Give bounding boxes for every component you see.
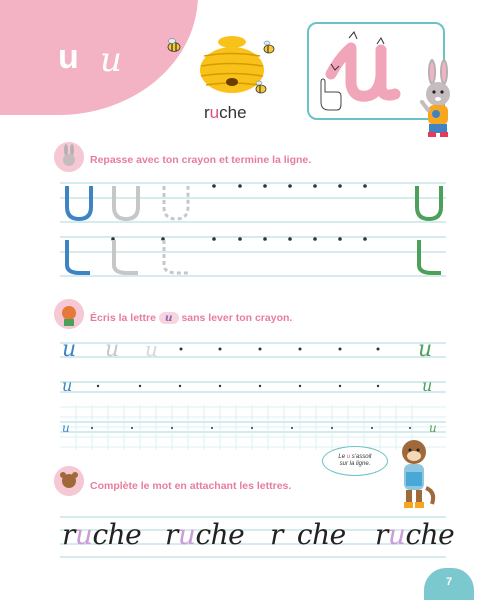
traced-u-tail-green bbox=[419, 240, 441, 273]
traced-u-green bbox=[417, 186, 441, 219]
svg-text:u: u bbox=[422, 376, 433, 395]
traced-u-blue bbox=[67, 186, 91, 219]
svg-text:u: u bbox=[429, 421, 437, 435]
svg-text:u: u bbox=[62, 337, 77, 362]
traced-u-dashed bbox=[164, 186, 188, 219]
word-label: ruche bbox=[204, 103, 247, 122]
speech-bubble: Le u s'assoit sur la ligne. bbox=[322, 446, 388, 476]
svg-text:u: u bbox=[145, 337, 158, 361]
ruche-word-4: ruche bbox=[375, 518, 455, 551]
otter-mascot bbox=[392, 436, 438, 516]
page-number: 7 bbox=[424, 568, 474, 600]
cursive-u-rows bbox=[62, 337, 437, 435]
instruction-3: Complète le mot en attachant les lettres. bbox=[90, 480, 292, 492]
svg-text:u: u bbox=[418, 337, 433, 362]
svg-text:u: u bbox=[105, 337, 120, 362]
ruche-word-2: ruche bbox=[165, 518, 245, 551]
header-letter-cursive: u bbox=[100, 40, 122, 80]
traced-u-tail-dashed bbox=[164, 240, 188, 273]
ruche-word-3: r che bbox=[270, 518, 346, 551]
header-letter-print: u bbox=[58, 38, 79, 76]
traced-u-grey bbox=[114, 186, 138, 219]
ruche-word-1: ruche bbox=[62, 518, 142, 551]
grid-lines bbox=[60, 405, 446, 450]
dot-guides bbox=[111, 184, 367, 241]
instruction-1: Repasse avec ton crayon et termine la ligne. bbox=[90, 154, 312, 166]
traced-u-tail-blue bbox=[67, 240, 90, 273]
instruction-2: Écris la lettre u sans lever ton crayon. bbox=[90, 312, 293, 324]
traced-u-tail-grey bbox=[114, 240, 138, 273]
svg-text:u: u bbox=[62, 421, 70, 435]
svg-text:u: u bbox=[62, 376, 73, 395]
